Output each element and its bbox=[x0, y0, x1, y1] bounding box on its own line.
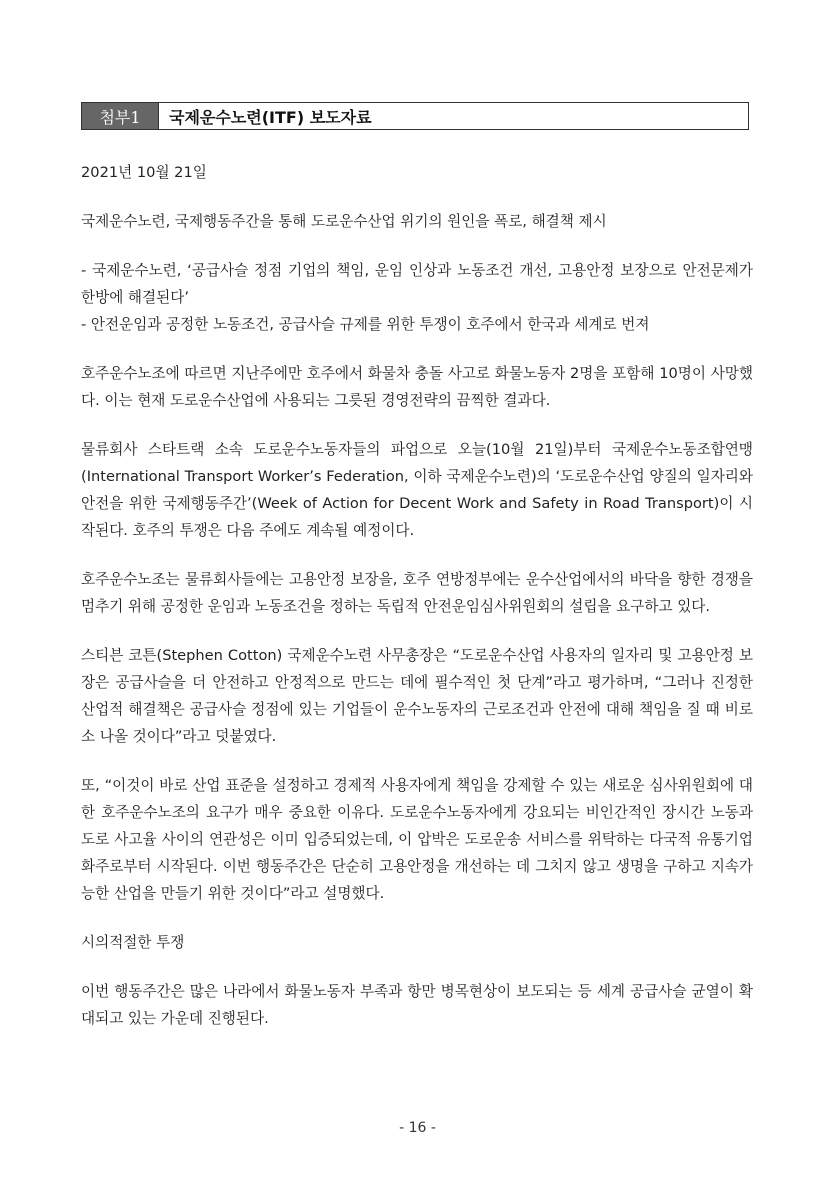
document-body bbox=[81, 159, 753, 1032]
bullet-item: - 안전운임과 공정한 노동조건, 공급사슬 규제를 위한 투쟁이 호주에서 한국과 세계로 번져 bbox=[81, 316, 650, 333]
attachment-header bbox=[81, 102, 749, 130]
body-paragraph: 스티븐 코튼(Stephen Cotton) 국제운수노련 사무총장은 “도로운수산업 사용자의 일자리 및 고용안정 보장은 공급사슬을 더 안전하고 안정적으로 만드는 데에 필수적인 첫 단계”라고 평가하며, “그러나 진정한 산업적 해결책은 공급사슬 정점에 있는 기업들이 운수노동자의 근로조건과 안전에 대해 책임을 질 때 비로소 나올 것이다”라고 덧붙였다. bbox=[81, 647, 753, 745]
body-paragraph: 호주운수노조에 따르면 지난주에만 호주에서 화물차 충돌 사고로 화물노동자 2명을 포함해 10명이 사망했다. 이는 현재 도로운수산업에 사용되는 그릇된 경영전략의 끔찍한 결과다. bbox=[81, 365, 753, 409]
body-paragraph: 이번 행동주간은 많은 나라에서 화물노동자 부족과 항만 병목현상이 보도되는 등 세계 공급사슬 균열이 확대되고 있는 가운데 진행된다. bbox=[81, 983, 753, 1027]
press-date: 2021년 10월 21일 bbox=[81, 164, 207, 181]
attachment-title: 국제운수노련(ITF) 보도자료 bbox=[169, 107, 372, 127]
section-subheading: 시의적절한 투쟁 bbox=[81, 934, 185, 951]
page-number: - 16 - bbox=[399, 1120, 436, 1136]
press-headline: 국제운수노련, 국제행동주간을 통해 도로운수산업 위기의 원인을 폭로, 해결책 제시 bbox=[81, 213, 607, 230]
attachment-tag: 첨부1 bbox=[82, 103, 159, 129]
bullet-item: - 국제운수노련, ‘공급사슬 정점 기업의 책임, 운임 인상과 노동조건 개선, 고용안정 보장으로 안전문제가 한방에 해결된다’ bbox=[81, 262, 753, 306]
body-paragraph: 호주운수노조는 물류회사들에는 고용안정 보장을, 호주 연방정부에는 운수산업에서의 바닥을 향한 경쟁을 멈추기 위해 공정한 운임과 노동조건을 정하는 독립적 안전운임심사위원회의 설립을 요구하고 있다. bbox=[81, 571, 753, 615]
body-paragraph: 물류회사 스타트랙 소속 도로운수노동자들의 파업으로 오늘(10월 21일)부터 국제운수노동조합연맹(International Transport Worker’s Federation, 이하 국제운수노련)의 ‘도로운수산업 양질의 일자리와 안전을 위한 국제행동주간’(Week of Action for Decent Work and Safety in Road Transport)이 시작된다. 호주의 투쟁은 다음 주에도 계속될 예정이다. bbox=[81, 441, 753, 539]
body-paragraph: 또, “이것이 바로 산업 표준을 설정하고 경제적 사용자에게 책임을 강제할 수 있는 새로운 심사위원회에 대한 호주운수노조의 요구가 매우 중요한 이유다. 도로운수노동자에게 강요되는 비인간적인 장시간 노동과 도로 사고율 사이의 연관성은 이미 입증되었는데, 이 압박은 도로운송 서비스를 위탁하는 다국적 유통기업 화주로부터 시작된다. 이번 행동주간은 단순히 고용안정을 개선하는 데 그치지 않고 생명을 구하고 지속가능한 산업을 만들기 위한 것이다”라고 설명했다. bbox=[81, 777, 753, 902]
